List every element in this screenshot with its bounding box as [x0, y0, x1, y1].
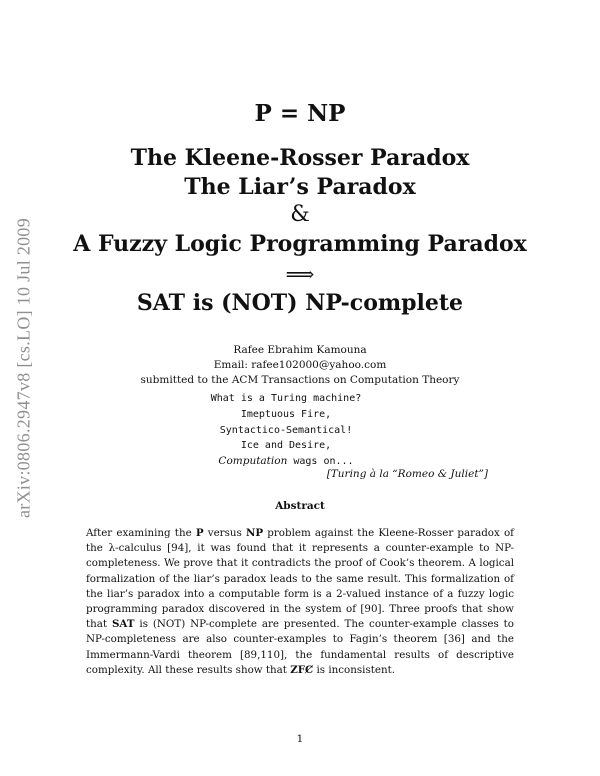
submission-note: submitted to the ACM Transactions on Computation Theory: [140, 374, 460, 386]
epigraph-line: What is a Turing machine?: [210, 393, 362, 404]
epigraph-line: Imeptuous Fire,: [240, 408, 332, 420]
abstract-text: problem against the Kleene-Rosser paradox of the λ-calculus [94], it was found that it represents a counter-example to NP-completeness. We prove that it contradicts the proof of Cook’s theorem. A logical formalization of the liar’s paradox leads to the same result. This formalization of the liar’s paradox into a computable form is a 2-valued instance of a fuzzy logic programming paradox discovered in the system of [90]. Three proofs that show that: [86, 527, 514, 631]
epigraph-line: Syntactico-Semantical!: [219, 424, 353, 436]
abstract-text: After examining the: [86, 527, 196, 539]
implies-arrow-icon: ⟹: [285, 262, 315, 286]
abstract-text: versus: [203, 527, 246, 539]
abstract-body: [86, 526, 514, 678]
abstract-bold-term: NP: [245, 527, 264, 539]
author-block: [0, 343, 600, 388]
epigraph-poem: [0, 391, 572, 470]
title-line-sat: SAT is (NOT) NP-complete: [136, 290, 464, 316]
title-line-fuzzy-logic: A Fuzzy Logic Programming Paradox: [73, 231, 527, 257]
epigraph-line: Ice and Desire,: [240, 440, 332, 452]
abstract-bold-term: SAT: [111, 618, 135, 631]
page-number: 1: [296, 733, 304, 745]
author-email: Email: rafee102000@yahoo.com: [213, 359, 387, 371]
title-line-liars-paradox: The Liar’s Paradox: [184, 174, 416, 200]
title-ampersand: &: [290, 202, 310, 227]
epigraph-italic-word: Computation: [218, 455, 288, 468]
author-name: Rafee Ebrahim Kamouna: [233, 344, 367, 356]
abstract-bold-term: P: [195, 527, 204, 539]
epigraph-attribution: [Turing à la “Romeo & Juliet”]: [326, 468, 488, 480]
title-line-kleene-rosser: The Kleene-Rosser Paradox: [130, 145, 470, 171]
abstract-bold-term: ZFC̸: [290, 663, 314, 676]
abstract-text: is (NOT) NP-complete are presented. The counter-example classes to NP-completeness are also counter-examples to Fagin’s theorem [36] and the Immermann-Vardi theorem [89,110], the fundamental results of descriptive complexity. All these results show that: [86, 618, 514, 676]
epigraph-line-rest: wags on...: [287, 456, 354, 468]
arxiv-identifier-stamp: arXiv:0806.2947v8 [cs.LO] 10 Jul 2009: [13, 217, 34, 519]
paper-main-title: P = NP: [254, 100, 346, 127]
abstract-heading: Abstract: [275, 500, 325, 512]
abstract-text: is inconsistent.: [313, 663, 396, 676]
